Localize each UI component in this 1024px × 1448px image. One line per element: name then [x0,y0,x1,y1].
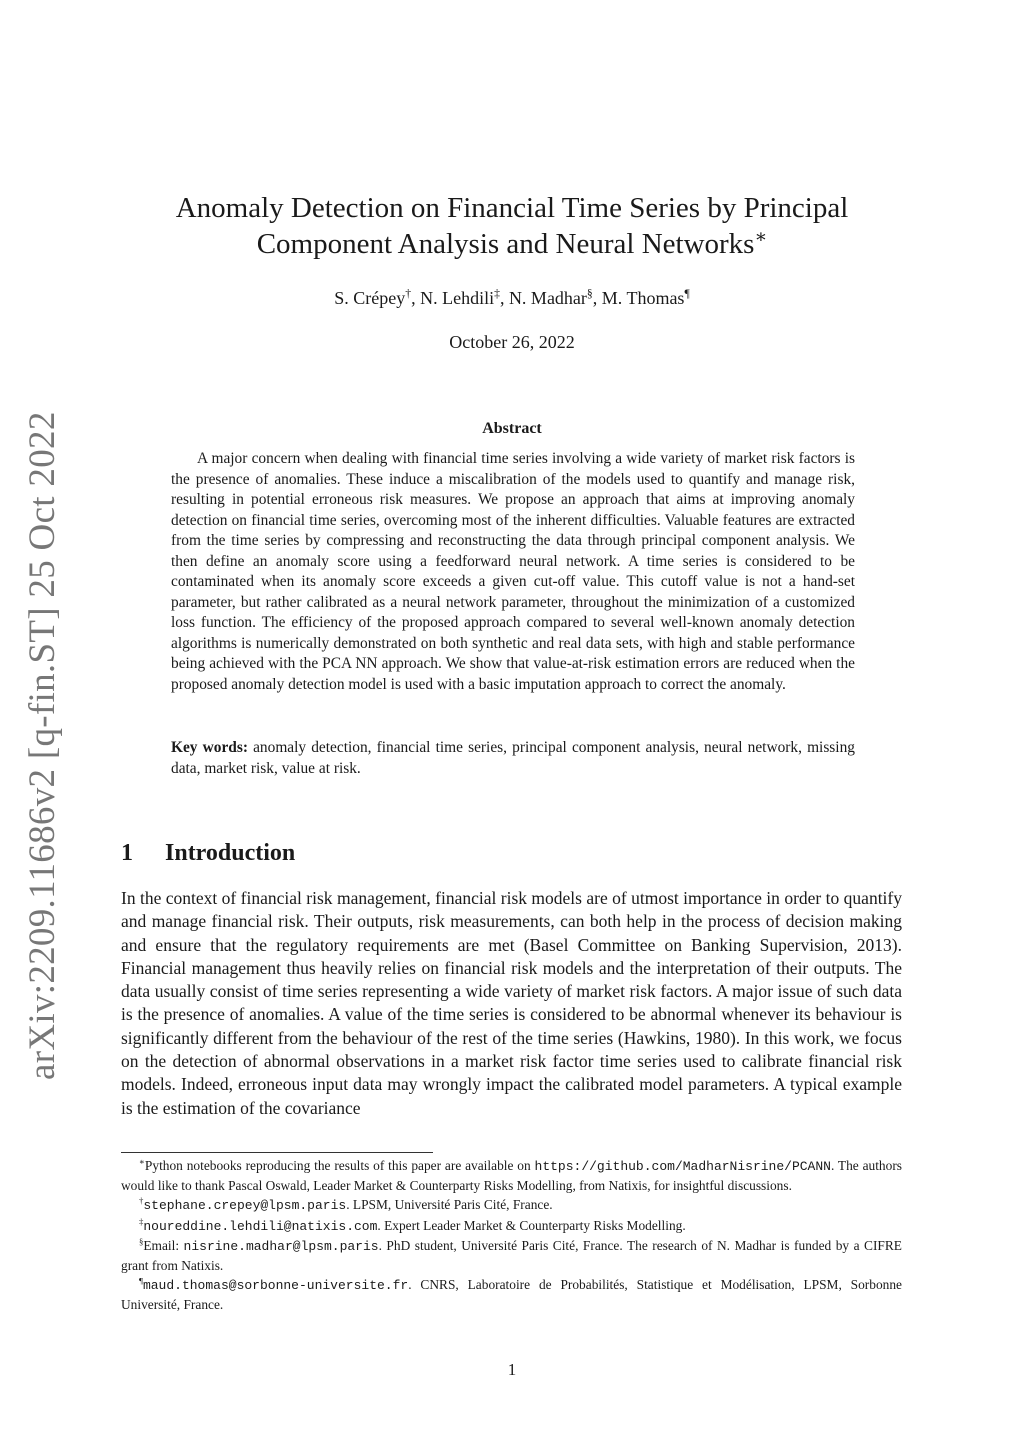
email-link[interactable]: maud.thomas@sorbonne-universite.fr [142,1278,409,1294]
introduction-body [121,887,902,1120]
author-separator: , [499,288,509,308]
email-link[interactable]: stephane.crepey@lpsm.paris [143,1198,347,1214]
section-heading [121,840,295,867]
section-title: Introduction [165,840,296,866]
paper-title [120,190,904,262]
email-link[interactable]: nisrine.madhar@lpsm.paris [183,1238,379,1254]
introduction-paragraph: In the context of financial risk management, financial risk models are of utmost importance in order to quantify and manage financial risk. Their outputs, risk measurements, can both help in the process of decision making and ensure that the regulatory requirements are met (Basel Committee on Banking Supervision, 2013). Financial management thus heavily relies on financial risk models and the interpretation of their outputs. The data usually consist of time series representing a wide variety of market risk factors. A major issue of such data is the presence of anomalies. A value of the time series is considered to be abnormal whenever its behaviour is significantly different from the behaviour of the rest of the time series (Hawkins, 1980). In this work, we focus on the detection of abnormal observations in a market risk factor time series used to calibrate financial risk models. Indeed, erroneous input data may wrongly impact the calibrated model parameters. A typical example is the estimation of the covariance [121,888,902,1118]
footnote-5 [121,1275,902,1314]
footnote-text: . CNRS, Laboratoire de Probabilités, Statistique et Modélisation, LPSM, Sorbonne Université, France. [121,1277,902,1313]
author-separator: , [592,288,602,308]
footnote-text: . Expert Leader Market & Counterparty Risks Modelling. [377,1217,686,1233]
abstract-paragraph: A major concern when dealing with financial time series involving a wide variety of market risk factors is the presence of anomalies. These induce a miscalibration of the models used to quantify and manage risk, resulting in potential erroneous risk measures. We propose an approach that aims at improving anomaly detection on financial time series, overcoming most of the inherent difficulties. Valuable features are extracted from the time series by compressing and reconstructing the data through principal component analysis. We then define an anomaly score using a feedforward neural network. A time series is considered to be contaminated when its anomaly score exceeds a given cut-off value. This cutoff value is not a hand-set parameter, but rather calibrated as a neural network parameter, throughout the minimization of a customized loss function. The efficiency of the proposed approach compared to several well-known anomaly detection algorithms is numerically demonstrated on both synthetic and real data sets, with high and stable performance being achieved with the PCA NN approach. We show that value-at-risk estimation errors are reduced when the proposed anomaly detection model is used with a basic imputation approach to correct the anomaly. [171,450,855,693]
footnote-mark: ¶ [139,1275,143,1286]
footnote-3 [121,1216,902,1236]
email-link[interactable]: noureddine.lehdili@natixis.com [143,1218,378,1234]
abstract-body [171,449,855,695]
title-line-1: Anomaly Detection on Financial Time Series by Principal [175,192,849,224]
arxiv-side-label: arXiv:2209.11686v2 [q-fin.ST] 25 Oct 2022 [22,411,63,1080]
author-separator: , [411,288,421,308]
author-name: M. Thomas [601,288,685,308]
author-name: N. Madhar [508,288,587,308]
title-line-2 [120,226,904,262]
footnote-4 [121,1236,902,1275]
footnote-rule [121,1152,433,1153]
author-name: N. Lehdili [420,288,495,308]
footnote-mark: ‡ [139,1216,144,1227]
author-list [120,288,904,309]
keywords-text: anomaly detection, financial time series, principal component analysis, neural network, missing data, market risk, value at risk. [171,739,855,777]
author-mark: ‡ [494,287,500,300]
abstract-heading: Abstract [482,420,542,437]
footnote-text: . PhD student, Université Paris Cité, France. The research of N. Madhar is funded by a CIFRE grant from Natixis. [121,1237,902,1274]
author-mark: § [586,287,593,300]
section-number: 1 [121,840,133,866]
title-line-2-text: Component Analysis and Neural Networks [256,228,755,260]
footnotes [121,1156,902,1315]
title-footnote-mark: ∗ [754,226,768,248]
github-link[interactable]: https://github.com/MadharNisrine/PCANN [534,1159,831,1174]
author-mark: ¶ [684,287,690,300]
footnote-mark: † [139,1195,144,1206]
footnote-2 [121,1195,902,1215]
keywords-label: Key words: [171,739,248,756]
author-name: S. Crépey [334,288,406,308]
publication-date: October 26, 2022 [449,332,575,352]
footnote-text: Python notebooks reproducing the results of this paper are available on [144,1158,535,1173]
footnote-mark: ∗ [139,1156,145,1167]
footnote-mark: § [139,1236,144,1247]
keywords [171,738,855,779]
author-mark: † [405,287,412,300]
footnote-text: Email: [143,1237,184,1253]
footnote-text: . The authors would like to thank Pascal Oswald, Leader Market & Counterparty Risks Modelling, from Natixis, for insightful discussions. [121,1158,902,1194]
page-number: 1 [507,1360,517,1379]
footnote-1 [121,1156,902,1195]
footnote-text: . LPSM, Université Paris Cité, France. [346,1197,553,1213]
